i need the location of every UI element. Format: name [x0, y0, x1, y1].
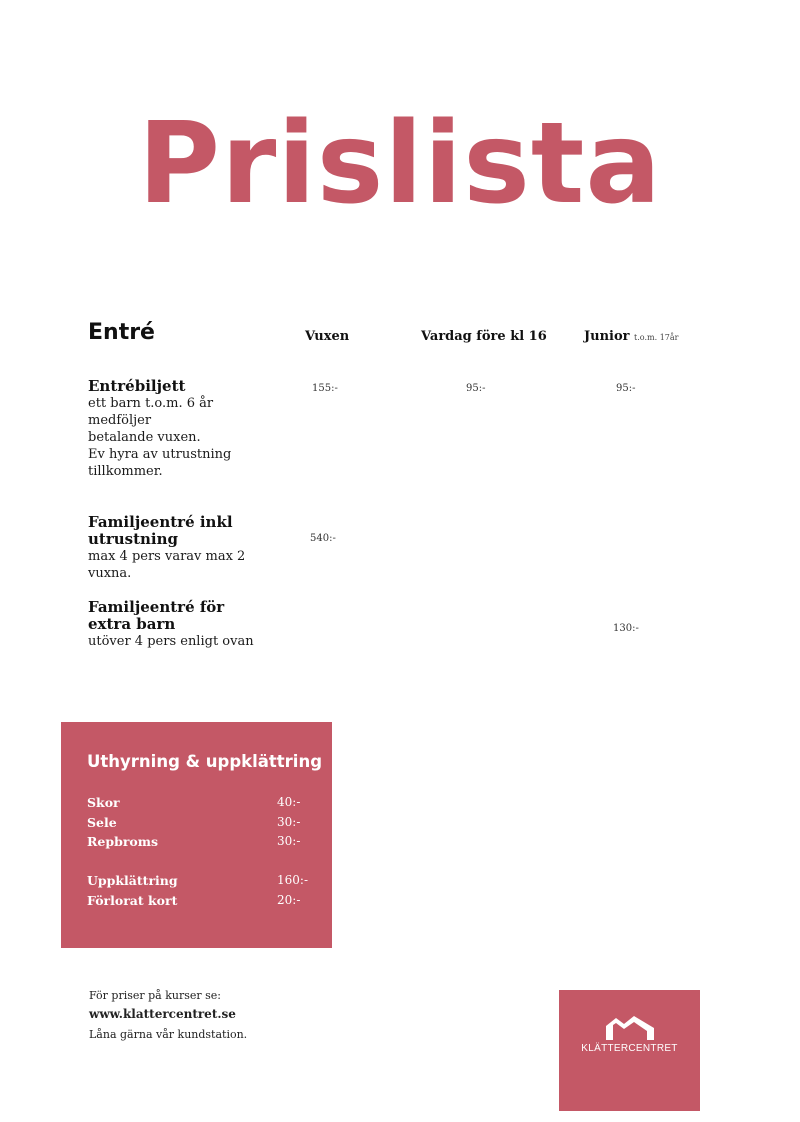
- rental-label: Uppklättring: [87, 873, 178, 888]
- item-description-line: vuxna.: [88, 566, 132, 581]
- rental-title: Uthyrning & uppklättring: [87, 752, 323, 771]
- item-title: [88, 599, 263, 633]
- price-item-familjeentre-extra-barn: [88, 599, 263, 650]
- price-entrebiljett-vardag: 95:-: [466, 383, 486, 394]
- item-title-line: utrustning: [88, 530, 179, 548]
- rental-label: Sele: [87, 815, 117, 830]
- item-title-line: extra barn: [88, 615, 176, 633]
- footer-website-link[interactable]: www.klattercentret.se: [89, 1007, 236, 1021]
- item-title: Entrébiljett: [88, 377, 186, 395]
- rental-price: 20:-: [277, 893, 301, 907]
- mountain-logo-icon: [604, 1014, 656, 1042]
- column-header-junior-label: Junior: [584, 329, 630, 344]
- item-description: [88, 548, 263, 582]
- item-description-line: tillkommer.: [88, 464, 163, 479]
- item-description-line: betalande vuxen.: [88, 430, 201, 445]
- item-title-line: Familjeentré inkl: [88, 513, 233, 531]
- price-item-entrebiljett: [88, 378, 263, 480]
- item-description-line: ett barn t.o.m. 6 år: [88, 396, 214, 411]
- section-heading-entre: Entré: [88, 320, 155, 345]
- column-header-vuxen: Vuxen: [305, 329, 350, 344]
- item-description-line: Ev hyra av utrustning: [88, 447, 232, 462]
- item-description-line: medföljer: [88, 413, 152, 428]
- rental-row-forlorat-kort: [87, 893, 307, 911]
- rental-box: [61, 722, 332, 948]
- column-header-vardag: Vardag före kl 16: [421, 329, 547, 344]
- rental-row-uppklattring: [87, 873, 307, 891]
- price-entrebiljett-junior: 95:-: [616, 383, 636, 394]
- page-title: Prislista: [138, 99, 662, 229]
- footer-kiosk-note: Låna gärna vår kundstation.: [89, 1028, 248, 1041]
- price-extra-barn-junior: 130:-: [613, 623, 639, 634]
- rental-label: Repbroms: [87, 834, 159, 849]
- item-description: [88, 633, 263, 650]
- price-familjeentre-vuxen: 540:-: [310, 533, 336, 544]
- rental-price: 30:-: [277, 834, 301, 848]
- item-title: [88, 514, 263, 548]
- footer-courses-note: För priser på kurser se:: [89, 989, 222, 1002]
- rental-label: Förlorat kort: [87, 893, 178, 908]
- rental-row-sele: [87, 815, 307, 833]
- item-title-line: Familjeentré för: [88, 598, 225, 616]
- logo-text: KLÄTTERCENTRET: [581, 1043, 678, 1054]
- rental-row-skor: [87, 795, 307, 813]
- rental-label: Skor: [87, 795, 120, 810]
- item-description-line: max 4 pers varav max 2: [88, 549, 246, 564]
- logo: [559, 990, 700, 1111]
- rental-price: 40:-: [277, 795, 301, 809]
- rental-row-repbroms: [87, 834, 307, 852]
- rental-price: 160:-: [277, 873, 309, 887]
- column-header-junior: [584, 329, 678, 344]
- rental-price: 30:-: [277, 815, 301, 829]
- item-description: [88, 395, 263, 480]
- item-description-line: utöver 4 pers enligt ovan: [88, 634, 254, 649]
- column-header-junior-note: t.o.m. 17år: [634, 333, 679, 342]
- price-item-familjeentre-inkl: [88, 514, 263, 582]
- price-entrebiljett-vuxen: 155:-: [312, 383, 338, 394]
